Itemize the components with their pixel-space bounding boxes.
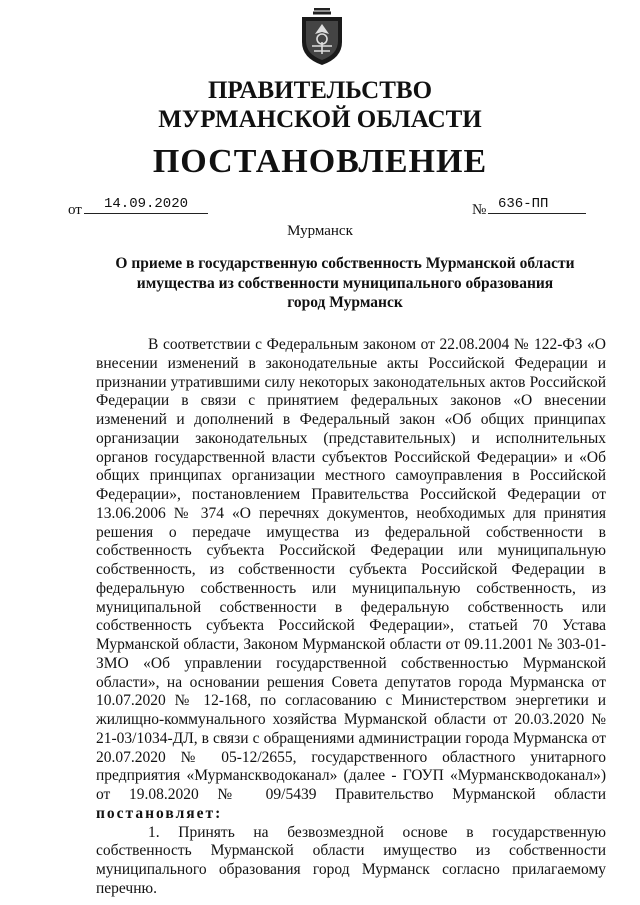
title-line-3: город Мурманск [287, 294, 403, 311]
document-type: ПОСТАНОВЛЕНИЕ [152, 143, 488, 180]
document-date: 14.09.2020 [84, 196, 208, 214]
preamble-text: В соответствии с Федеральным законом от 22.08.2004 № 122-ФЗ «О внесении изменений в законодательные акты Российской Федерации и признании утратившими силу некоторых законодательных актов Российской Федерации в связи с принятием федеральных законов «О внесении изменений и дополнений в Федеральный закон «Об общих принципах организации законодательных (представительных) и исполнительных органов государственной власти субъектов Российской Федерации» и «Об общих принципах организации местного самоуправления в Российской Федерации», постановлением Правительства Российской Федерации от 13.06.2006 № 374 «О перечнях документов, необходимых для принятия решения о передаче имущества из федеральной собственности в собственность субъекта Российской Федерации или муниципальную собственность, из собственности субъекта Российской Федерации в федеральную собственность или муниципальную собственность, из муниципальной собственности в федеральную собственность или собственность субъекта Российской Федерации», статьей 70 Устава Мурманской области, Законом Мурманской области от 09.11.2001 № 303-01-ЗМО «Об управлении государственной собственностью Мурманской области», на основании решения Совета депутатов города Мурманска от 10.07.2020 № 12-168, по согласованию с Министерством энергетики и жилищно-коммунального хозяйства Мурманской области от 20.03.2020 № 21-03/1034-ДЛ, в связи с обращениями администрации города Мурманска от 20.07.2020 № 05-12/2655, государственного областного унитарного предприятия «Мурманскводоканал» (далее - ГОУП «Мурманскводоканал») от 19.08.2020 № 09/5439 Правительство Мурманской области [96, 336, 606, 803]
document-title [100, 254, 590, 313]
title-line-2: имущества из собственности муниципального образования [136, 274, 554, 292]
title-line-1: О приеме в государственную собственность Мурманской области [115, 255, 575, 272]
date-prefix: от [68, 202, 82, 218]
city: Мурманск [287, 223, 353, 239]
preamble-paragraph [96, 336, 606, 824]
coat-of-arms-icon [300, 8, 344, 66]
date-number-row [68, 196, 588, 220]
organization-name [0, 76, 640, 134]
item-1-paragraph: 1. Принять на безвозмездной основе в государственную собственность Мурманской области имущество из собственности муниципального образования город Мурманск согласно прилагаемому перечню. [96, 823, 606, 897]
document-body [96, 336, 606, 899]
document-number: 636-ПП [488, 196, 586, 214]
org-line-2: МУРМАНСКОЙ ОБЛАСТИ [158, 106, 482, 133]
number-prefix: № [472, 202, 487, 218]
org-line-1: ПРАВИТЕЛЬСТВО [207, 77, 433, 104]
resolve-word: постановляет: [96, 804, 223, 822]
